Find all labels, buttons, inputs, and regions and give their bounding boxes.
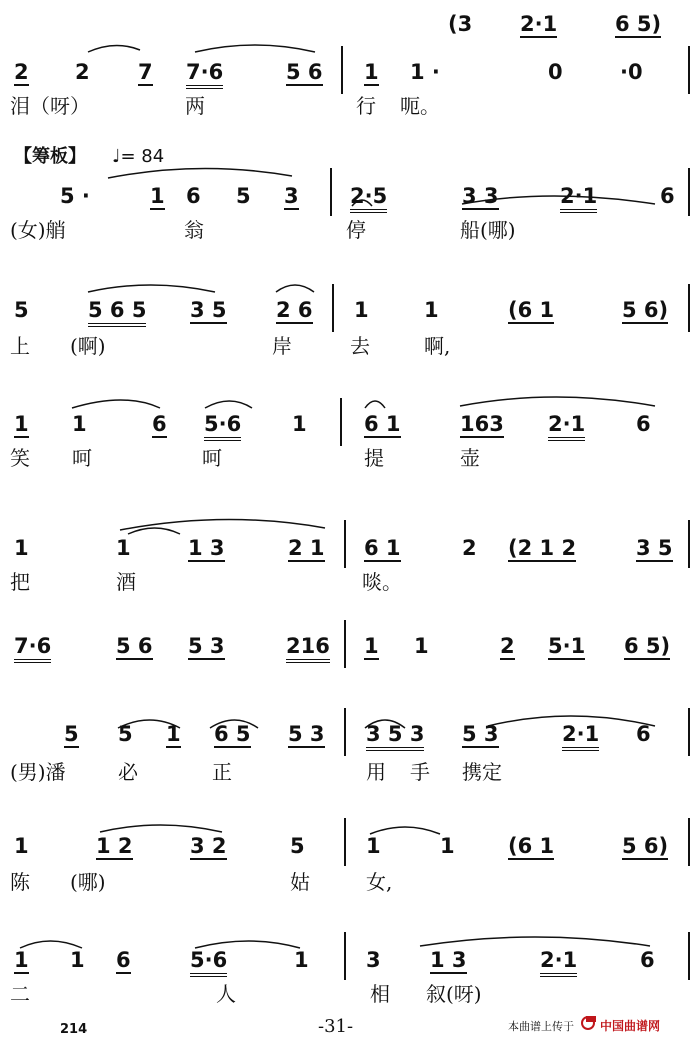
slur	[100, 825, 222, 832]
lyric: 把	[10, 570, 30, 594]
bar-line	[688, 932, 690, 980]
lyric: 姑	[290, 870, 310, 894]
lyric: 叙(呀)	[426, 982, 482, 1006]
lyric: 上	[10, 334, 30, 358]
slur	[276, 285, 314, 292]
note: 2	[14, 60, 29, 84]
note: 1	[354, 298, 369, 322]
slur	[72, 400, 160, 408]
lyric: 两	[185, 94, 205, 118]
note: 6	[152, 412, 167, 436]
slur	[108, 168, 292, 178]
lyric: 酒	[116, 570, 136, 594]
bar-line	[330, 168, 332, 216]
bottom-fragment: 214	[60, 1022, 88, 1037]
bar-line	[688, 818, 690, 866]
slur	[365, 401, 385, 408]
lyric: 二	[10, 982, 30, 1006]
note: 2	[75, 60, 90, 84]
note: 1	[116, 536, 131, 560]
bar-line	[341, 46, 343, 94]
lyric: (啊)	[70, 334, 106, 358]
note: 1 3	[188, 536, 225, 560]
slur	[460, 397, 655, 406]
lyric: 翁	[184, 218, 204, 242]
slur	[88, 285, 215, 292]
note: ·0	[620, 60, 643, 84]
note: 5 ·	[60, 184, 90, 208]
lyric: 壶	[460, 446, 480, 470]
note: 1	[294, 948, 309, 972]
note: 5 3	[288, 722, 325, 746]
bar-line	[332, 284, 334, 332]
lyric: 笑	[10, 446, 30, 470]
note: 5·6	[190, 948, 227, 972]
slur	[128, 528, 180, 534]
note: 6 1	[364, 412, 401, 436]
bar-line	[688, 284, 690, 332]
slur	[420, 937, 650, 946]
lyric: 呃。	[400, 94, 440, 118]
note: 3	[284, 184, 299, 208]
lyric: 呵	[202, 446, 222, 470]
note: 7·6	[14, 634, 51, 658]
note: 7	[138, 60, 153, 84]
bar-line	[344, 520, 346, 568]
note: 3	[366, 948, 381, 972]
note: 1	[424, 298, 439, 322]
note: 5	[236, 184, 251, 208]
upload-note: 本曲谱上传于	[508, 1020, 574, 1033]
lyric: 行	[356, 94, 376, 118]
lyric: (男)潘	[10, 760, 66, 784]
bar-line	[344, 708, 346, 756]
note: 5 3	[188, 634, 225, 658]
note: 6	[116, 948, 131, 972]
note: 5 6 5	[88, 298, 146, 322]
site-name[interactable]: 中国曲谱网	[600, 1019, 661, 1033]
lyric: 携定	[462, 760, 502, 784]
note: 2·1	[562, 722, 599, 746]
note: (2 1 2	[508, 536, 577, 560]
note: 2·1	[540, 948, 577, 972]
note: 6	[640, 948, 655, 972]
note: 5 6)	[622, 298, 669, 322]
lyric: 手	[410, 760, 430, 784]
note: 1	[72, 412, 87, 436]
lyric: 停	[346, 218, 366, 242]
slur	[88, 45, 140, 52]
slur	[205, 401, 252, 408]
page-number: -31-	[318, 1016, 354, 1037]
note: 1	[14, 412, 29, 436]
note: 3 5	[190, 298, 227, 322]
bar-line	[688, 168, 690, 216]
bar-line	[688, 708, 690, 756]
lyric: 去	[350, 334, 370, 358]
note: 2	[462, 536, 477, 560]
note: 1 3	[430, 948, 467, 972]
section-label: 【筹板】	[14, 146, 86, 167]
lyric: 人	[216, 982, 236, 1006]
lyric: (哪)	[70, 870, 106, 894]
tempo-mark: ♩= 84	[112, 146, 165, 167]
slur	[195, 45, 315, 52]
lyric: 相	[370, 982, 390, 1006]
note: 2	[500, 634, 515, 658]
note: 5	[118, 722, 133, 746]
note: 5 6	[286, 60, 323, 84]
note: 6 5)	[624, 634, 671, 658]
note: 1	[166, 722, 181, 746]
note: (3	[448, 12, 473, 36]
note: 1	[14, 834, 29, 858]
note: 5·6	[204, 412, 241, 436]
lyric: 岸	[272, 334, 292, 358]
note: 1	[414, 634, 429, 658]
lyric: 啖。	[362, 570, 402, 594]
bar-line	[344, 620, 346, 668]
note: 5	[64, 722, 79, 746]
note: 2·1	[548, 412, 585, 436]
note: 3 5 3	[366, 722, 424, 746]
note: (6 1	[508, 298, 555, 322]
note: 6	[186, 184, 201, 208]
note: 2·1	[520, 12, 558, 36]
bar-line	[688, 520, 690, 568]
note: 3 3	[462, 184, 499, 208]
note: 1	[292, 412, 307, 436]
note: 1	[14, 948, 29, 972]
note: 6	[636, 722, 651, 746]
slur	[20, 941, 82, 948]
note: 1	[364, 634, 379, 658]
lyric: 女,	[366, 870, 393, 894]
note: 5·1	[548, 634, 586, 658]
note: 6 5)	[615, 12, 662, 36]
note: 5	[14, 298, 29, 322]
lyric: 呵	[72, 446, 92, 470]
lyric: 船(哪)	[460, 218, 516, 242]
note: 1	[14, 536, 29, 560]
note: 1	[70, 948, 85, 972]
slur	[195, 941, 300, 948]
note: 5 6	[116, 634, 153, 658]
bar-line	[340, 398, 342, 446]
note: 5	[290, 834, 305, 858]
note: 2·5	[350, 184, 387, 208]
bar-line	[344, 818, 346, 866]
lyric: 用	[366, 760, 386, 784]
note: 1	[364, 60, 379, 84]
lyric: 啊,	[424, 334, 451, 358]
note: 5 3	[462, 722, 499, 746]
note: (6 1	[508, 834, 555, 858]
lyric: (女)艄	[10, 218, 66, 242]
lyric: 正	[212, 760, 232, 784]
lyric: 提	[364, 446, 384, 470]
note: 1 2	[96, 834, 133, 858]
note: 1 ·	[410, 60, 440, 84]
note: 6	[660, 184, 675, 208]
note: 6 5	[214, 722, 251, 746]
note: 0	[548, 60, 563, 84]
note: 7·6	[186, 60, 223, 84]
note: 1	[150, 184, 165, 208]
note: 2·1	[560, 184, 597, 208]
slur	[120, 519, 325, 530]
note: 1	[440, 834, 455, 858]
note: 2 6	[276, 298, 313, 322]
note: 5 6)	[622, 834, 669, 858]
site-logo-icon	[580, 1015, 598, 1031]
lyric: 泪（呀）	[10, 94, 90, 118]
note: 2 1	[288, 536, 325, 560]
note: 1	[366, 834, 381, 858]
note: 3 2	[190, 834, 227, 858]
note: 216	[286, 634, 330, 658]
bar-line	[688, 46, 690, 94]
bar-line	[344, 932, 346, 980]
note: 163	[460, 412, 504, 436]
note: 6	[636, 412, 651, 436]
slur	[370, 827, 440, 834]
note: 6 1	[364, 536, 401, 560]
note: 3 5	[636, 536, 673, 560]
lyric: 必	[118, 760, 138, 784]
lyric: 陈	[10, 870, 30, 894]
